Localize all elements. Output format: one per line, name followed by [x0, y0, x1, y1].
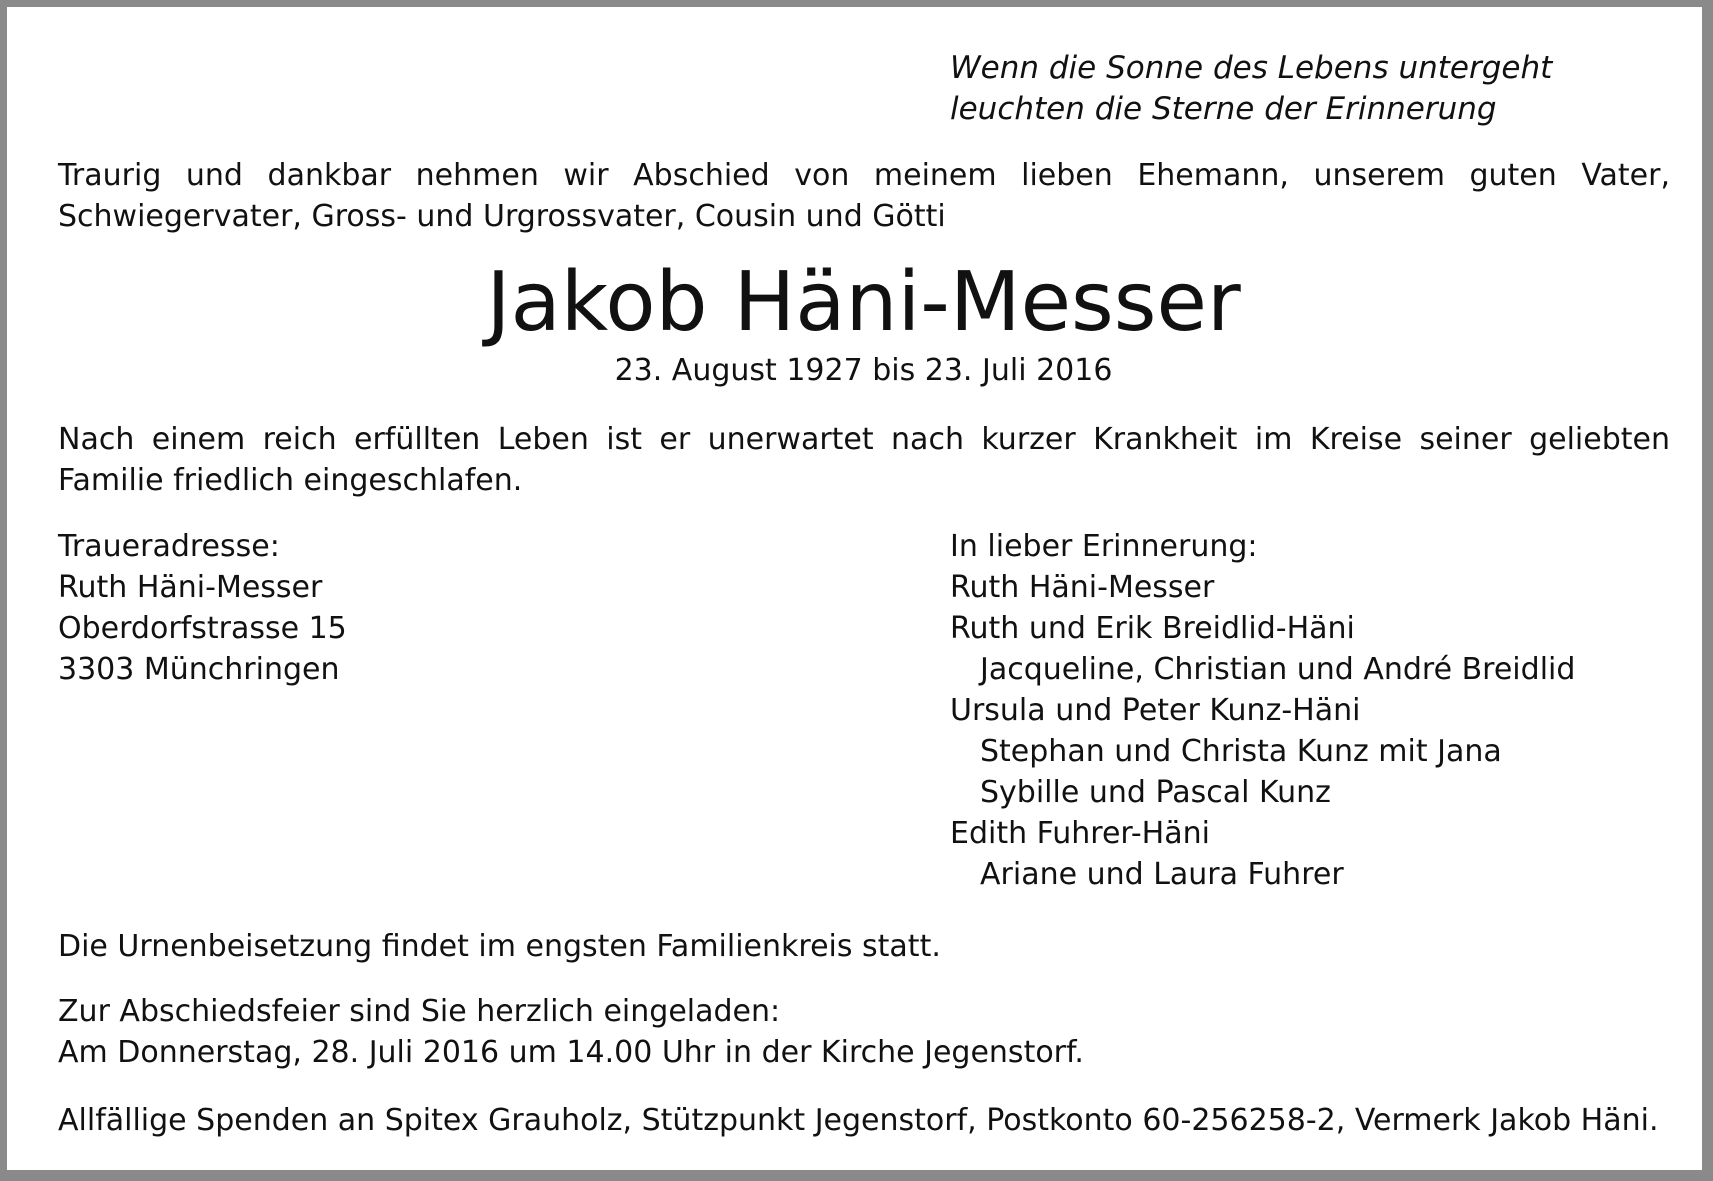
- life-line-1: Nach einem reich erfüllten Leben ist er unerwartet nach kurzer Krankheit im Kreise seiner geliebten: [58, 422, 1670, 457]
- donations-note: Allfällige Spenden an Spitex Grauholz, Stützpunkt Jegenstorf, Postkonto 60-256258-2, Vermerk Jakob Häni.: [58, 1103, 1659, 1138]
- burial-note: Die Urnenbeisetzung findet im engsten Familienkreis statt.: [58, 929, 941, 964]
- family-member: Ursula und Peter Kunz-Häni: [950, 693, 1361, 728]
- intro-line-2: Schwiegervater, Gross- und Urgrossvater, Cousin und Götti: [58, 199, 946, 234]
- family-member: Jacqueline, Christian und André Breidlid: [980, 652, 1576, 687]
- motto-quote: [950, 47, 1552, 129]
- address-heading: Traueradresse:: [58, 529, 280, 564]
- family-heading: In lieber Erinnerung:: [950, 529, 1258, 564]
- intro-line-1: Traurig und dankbar nehmen wir Abschied von meinem lieben Ehemann, unserem guten Vater,: [58, 158, 1670, 193]
- ceremony-line-1: Zur Abschiedsfeier sind Sie herzlich eingeladen:: [58, 994, 781, 1029]
- family-member: Sybille und Pascal Kunz: [980, 775, 1331, 810]
- family-member: Ruth und Erik Breidlid-Häni: [950, 611, 1355, 646]
- ceremony-line-2: Am Donnerstag, 28. Juli 2016 um 14.00 Uhr in der Kirche Jegenstorf.: [58, 1035, 1084, 1070]
- address-city: 3303 Münchringen: [58, 652, 340, 687]
- ceremony-info: [58, 991, 1084, 1073]
- motto-line-1: Wenn die Sonne des Lebens untergeht: [950, 50, 1553, 86]
- deceased-name: Jakob Häni-Messer: [486, 255, 1241, 350]
- family-member: Ruth Häni-Messer: [950, 570, 1215, 605]
- life-dates: 23. August 1927 bis 23. Juli 2016: [614, 353, 1113, 388]
- mourning-address: [58, 526, 347, 690]
- address-street: Oberdorfstrasse 15: [58, 611, 347, 646]
- family-member: Ariane und Laura Fuhrer: [980, 857, 1344, 892]
- motto-line-2: leuchten die Sterne der Erinnerung: [950, 91, 1497, 127]
- family-member: Edith Fuhrer-Häni: [950, 816, 1210, 851]
- intro-paragraph: [58, 155, 1670, 237]
- family-list: [950, 526, 1575, 895]
- life-paragraph: [58, 419, 1670, 501]
- life-line-2: Familie friedlich eingeschlafen.: [58, 463, 523, 498]
- family-member: Stephan und Christa Kunz mit Jana: [980, 734, 1502, 769]
- address-name: Ruth Häni-Messer: [58, 570, 323, 605]
